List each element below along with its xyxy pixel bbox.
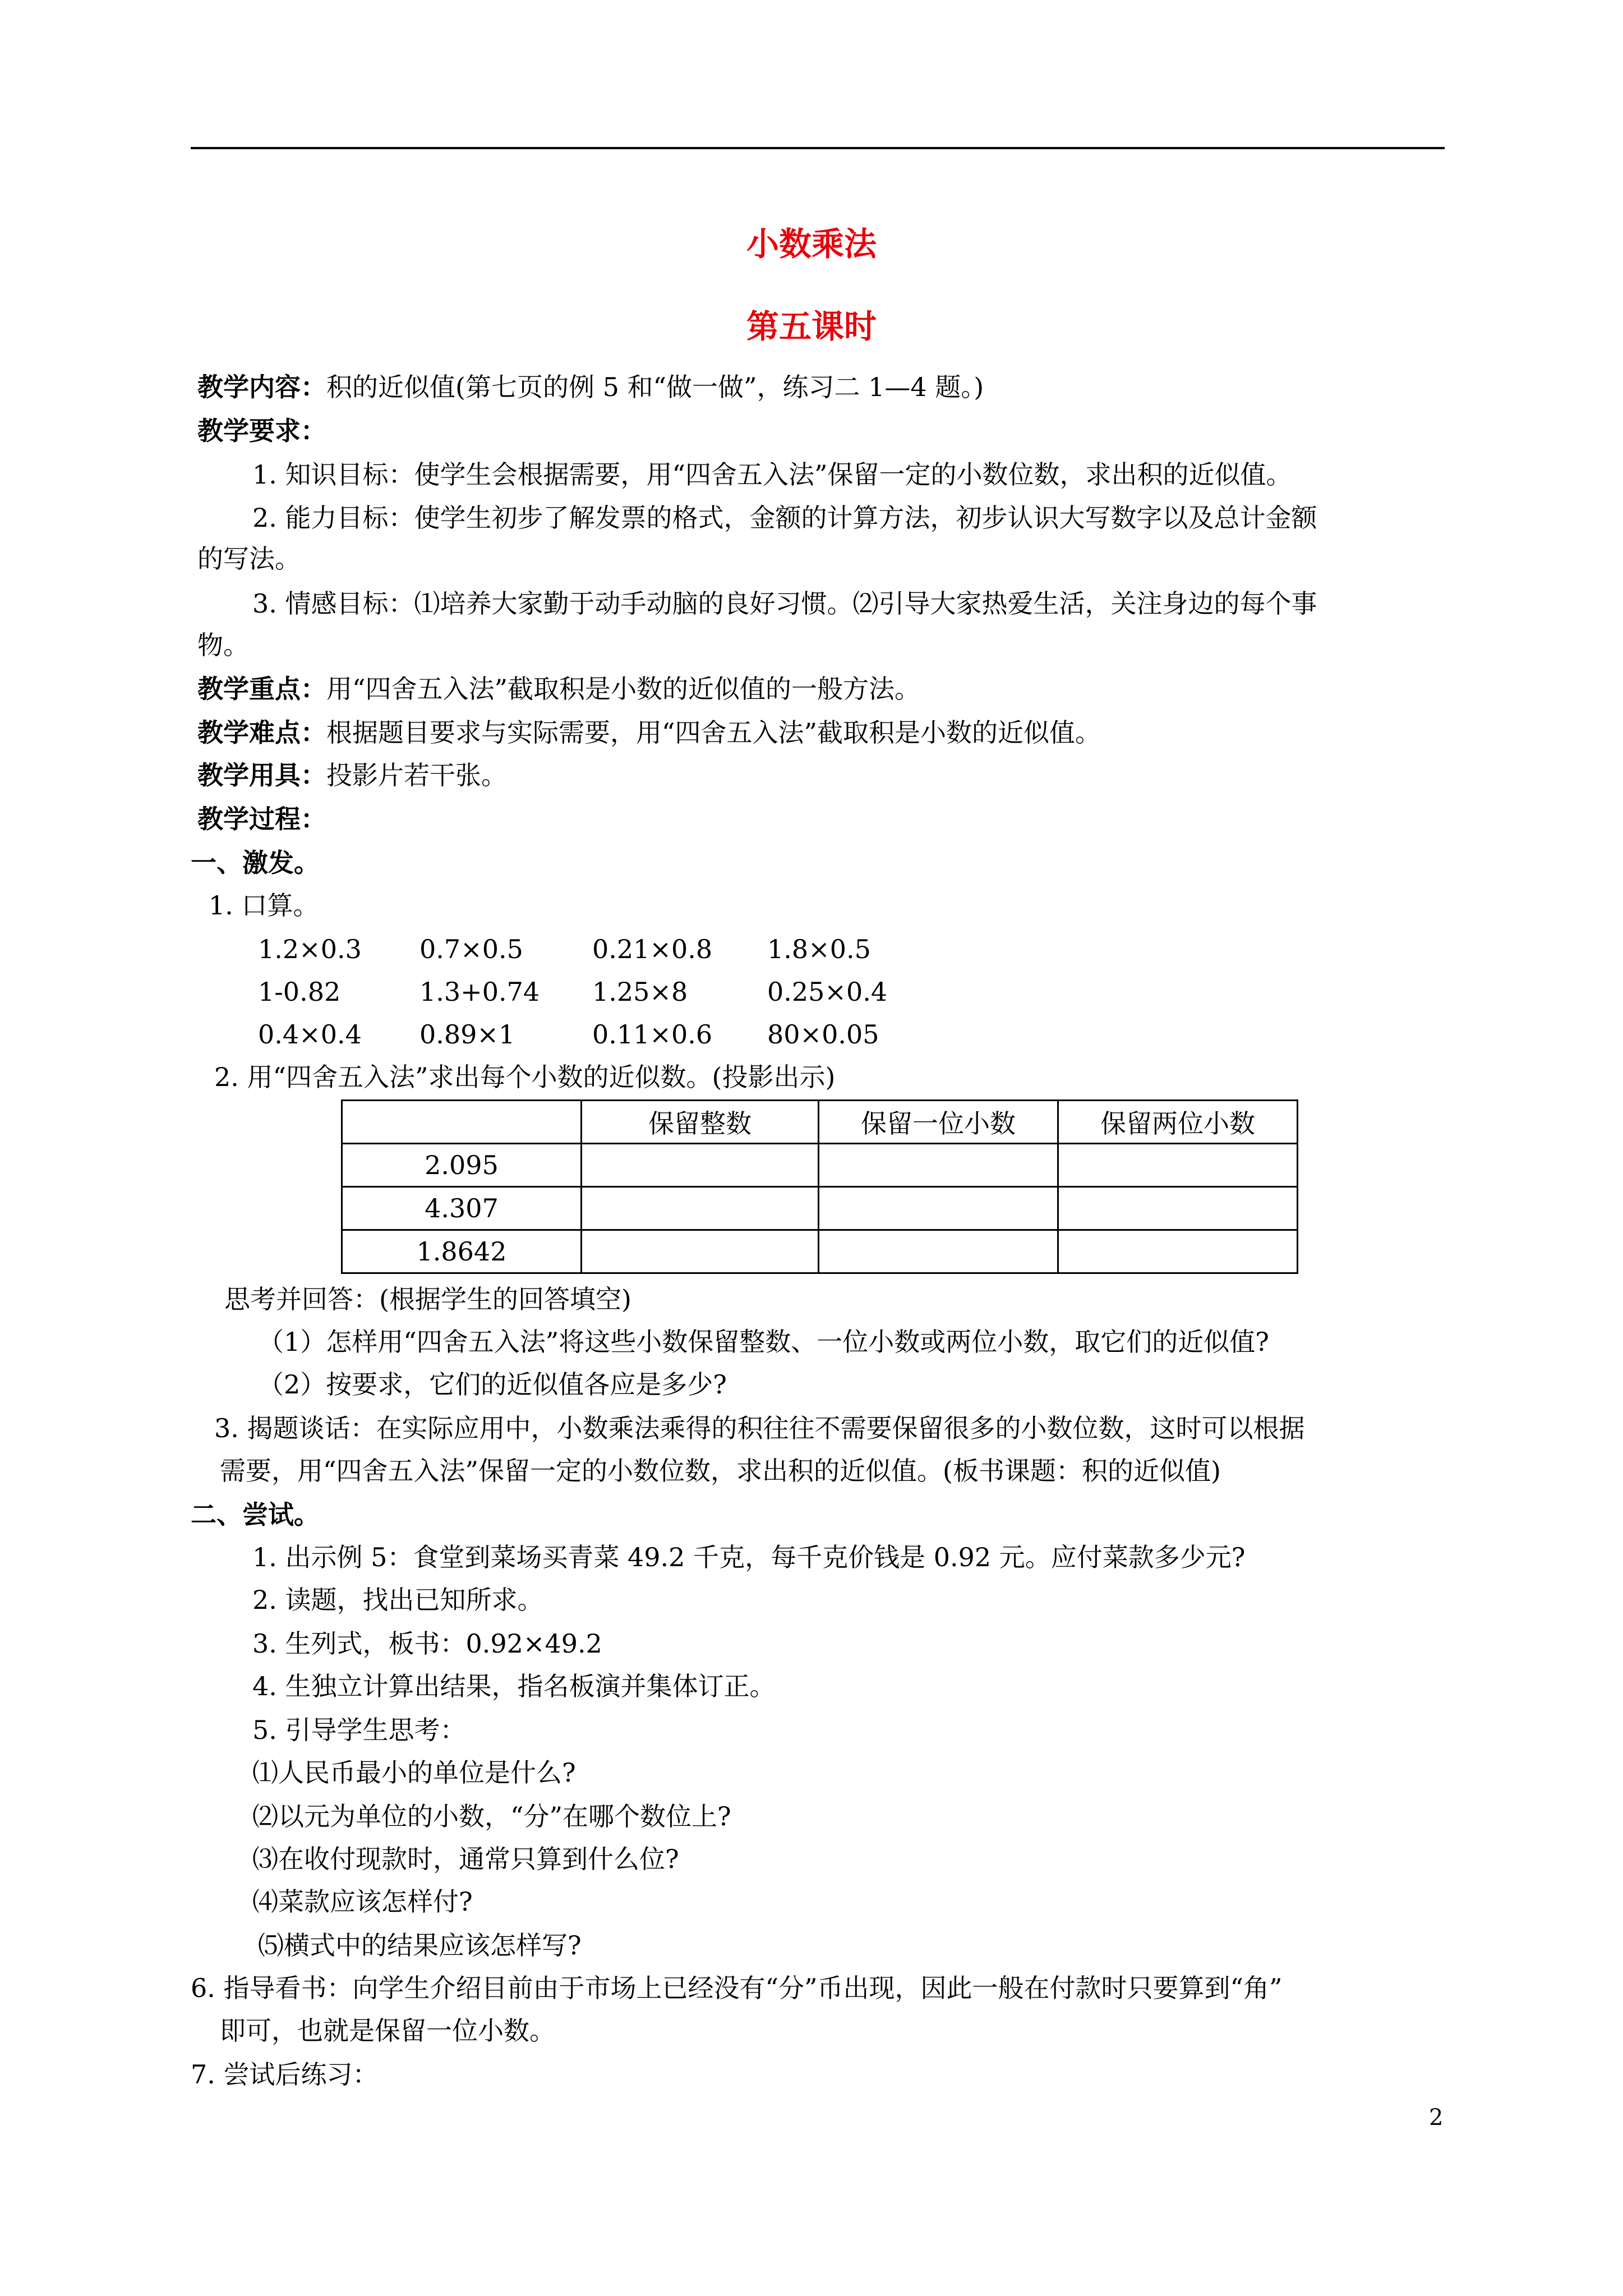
think-label: 思考并回答：(根据学生的回答填空): [224, 1284, 631, 1314]
requirements-label: 教学要求：: [197, 416, 326, 446]
approx-table: [341, 1099, 1298, 1274]
header-rule: [191, 147, 1445, 149]
table-cell-blank: [1058, 1187, 1298, 1230]
key-point: [197, 672, 920, 706]
table-cell-blank: [819, 1230, 1058, 1273]
teaching-content-text: 积的近似值(第七页的例 5 和“做一做”，练习二 1—4 题。): [326, 372, 984, 402]
difficulty-text: 根据题目要求与实际需要，用“四舍五入法”截取积是小数的近似值。: [326, 717, 1101, 748]
teaching-tools-text: 投影片若干张。: [326, 760, 507, 790]
table-cell-blank: [819, 1144, 1058, 1187]
table-row: [342, 1230, 1298, 1273]
guide-reading-line-2: 即可，也就是保留一位小数。: [220, 2016, 555, 2046]
requirement-2-line2: 的写法。: [197, 544, 301, 574]
requirement-3-line2: 物。: [197, 630, 249, 660]
teaching-tools-label: 教学用具：: [197, 760, 326, 790]
page-title: 小数乘法: [746, 225, 877, 263]
guide-question-1: ⑴人民币最小的单位是什么?: [252, 1757, 576, 1788]
page-subtitle: 第五课时: [746, 307, 877, 346]
table-cell-blank: [1058, 1230, 1298, 1273]
topic-line-2: 需要，用“四舍五入法”保留一定的小数位数，求出积的近似值。(板书课题：积的近似值): [220, 1456, 1221, 1486]
topic-line-1: 3. 揭题谈话：在实际应用中，小数乘法乘得的积往往不需要保留很多的小数位数，这时可以根据: [214, 1413, 1305, 1443]
oral-calc-title: 1. 口算。: [209, 890, 319, 921]
guide-question-2: ⑵以元为单位的小数，“分”在哪个数位上?: [252, 1801, 731, 1832]
requirement-3-line1: 3. 情感目标：⑴培养大家勤于动手动脑的良好习惯。⑵引导大家热爱生活，关注身边的每个事: [252, 588, 1317, 619]
table-header: 保留整数: [582, 1101, 819, 1144]
oral-item: 0.7×0.5: [419, 934, 523, 964]
key-point-label: 教学重点：: [197, 674, 326, 704]
guide-question-5: ⑸横式中的结果应该怎样写?: [258, 1930, 582, 1961]
table-cell-blank: [582, 1187, 819, 1230]
table-header: 保留两位小数: [1058, 1101, 1298, 1144]
think-question-2: （2）按要求，它们的近似值各应是多少?: [258, 1369, 727, 1400]
key-point-text: 用“四舍五入法”截取积是小数的近似值的一般方法。: [326, 674, 921, 704]
table-row: [342, 1144, 1298, 1187]
difficulty: [197, 716, 1101, 749]
table-cell-blank: [582, 1230, 819, 1273]
try-step-4: 4. 生独立计算出结果，指名板演并集体订正。: [252, 1671, 776, 1701]
guide-reading-line-1: 6. 指导看书：向学生介绍目前由于市场上已经没有“分”币出现，因此一般在付款时只要算到“角”: [191, 1973, 1283, 2003]
try-step-3: 3. 生列式，板书：0.92×49.2: [252, 1628, 602, 1659]
teaching-content: [197, 370, 984, 404]
oral-item: 1.2×0.3: [258, 934, 362, 964]
table-cell-blank: [1058, 1144, 1298, 1187]
section-2-heading: 二、尝试。: [191, 1499, 320, 1530]
oral-item: 0.11×0.6: [592, 1019, 713, 1050]
oral-item: 1.3+0.74: [419, 977, 540, 1007]
table-header: 保留一位小数: [819, 1101, 1058, 1144]
section-1-heading: 一、激发。: [191, 848, 320, 878]
table-cell-blank: [582, 1144, 819, 1187]
page-number: 2: [1429, 2105, 1444, 2131]
approx-title: 2. 用“四舍五入法”求出每个小数的近似数。(投影出示): [214, 1062, 836, 1092]
process-label: 教学过程：: [197, 804, 326, 834]
think-question-1: （1）怎样用“四舍五入法”将这些小数保留整数、一位小数或两位小数，取它们的近似值?: [258, 1327, 1269, 1357]
teaching-content-label: 教学内容：: [197, 372, 326, 402]
requirement-2-line1: 2. 能力目标：使学生初步了解发票的格式，金额的计算方法，初步认识大写数字以及总计金额: [252, 503, 1317, 533]
try-step-1: 1. 出示例 5：食堂到菜场买青菜 49.2 千克，每千克价钱是 0.92 元。应付菜款多少元?: [252, 1542, 1246, 1572]
oral-item: 0.21×0.8: [592, 934, 713, 964]
guide-question-3: ⑶在收付现款时，通常只算到什么位?: [252, 1844, 679, 1874]
table-cell-number: 2.095: [342, 1144, 582, 1187]
table-cell-number: 1.8642: [342, 1230, 582, 1273]
oral-item: 0.25×0.4: [767, 977, 888, 1007]
oral-item: 0.4×0.4: [258, 1019, 362, 1050]
table-header-row: [342, 1101, 1298, 1144]
try-step-2: 2. 读题，找出已知所求。: [252, 1585, 543, 1615]
table-cell-blank: [819, 1187, 1058, 1230]
guide-question-4: ⑷菜款应该怎样付?: [252, 1887, 473, 1917]
oral-item: 1-0.82: [258, 977, 341, 1007]
teaching-tools: [197, 758, 507, 792]
try-step-5: 5. 引导学生思考：: [252, 1715, 466, 1745]
difficulty-label: 教学难点：: [197, 717, 326, 748]
oral-item: 0.89×1: [419, 1019, 515, 1050]
table-header: [342, 1101, 582, 1144]
practice-line: 7. 尝试后练习：: [191, 2059, 379, 2090]
oral-item: 80×0.05: [767, 1019, 879, 1050]
requirement-1: 1. 知识目标：使学生会根据需要，用“四舍五入法”保留一定的小数位数，求出积的近似值。: [252, 459, 1292, 490]
oral-item: 1.25×8: [592, 977, 688, 1007]
oral-item: 1.8×0.5: [767, 934, 871, 964]
table-row: [342, 1187, 1298, 1230]
table-cell-number: 4.307: [342, 1187, 582, 1230]
